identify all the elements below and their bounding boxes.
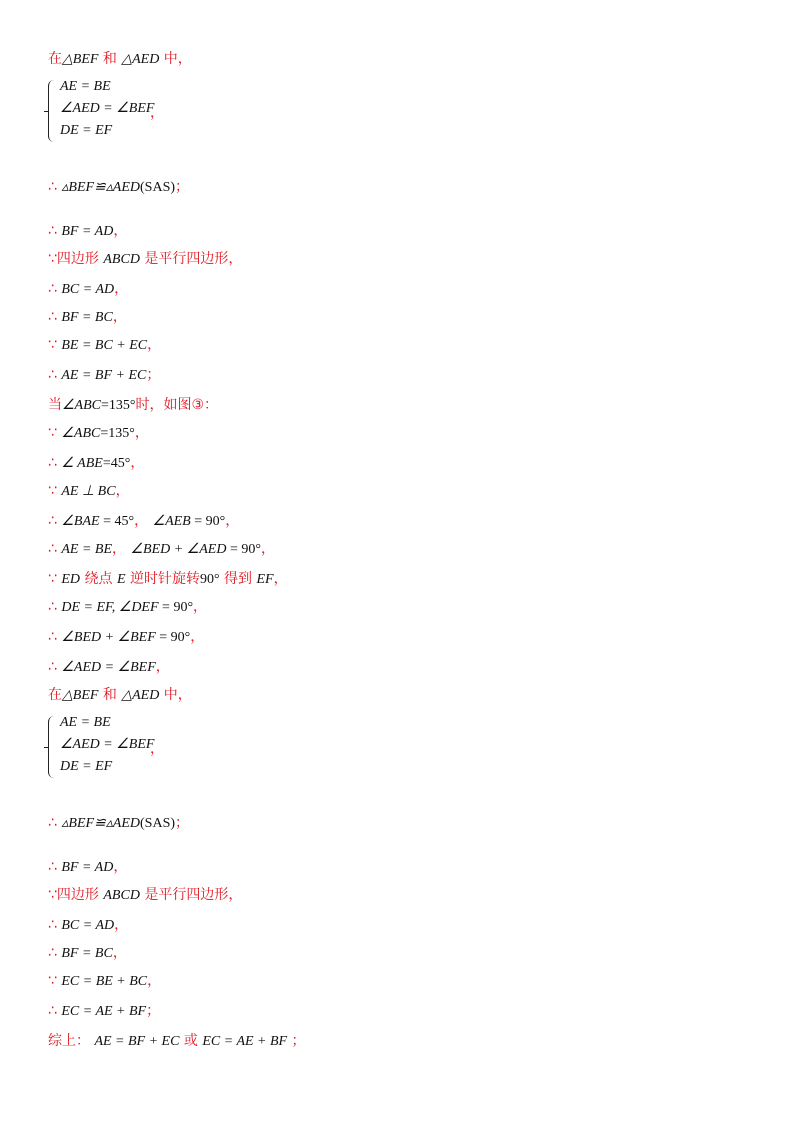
math-expression: BF = BC <box>61 946 113 961</box>
chinese-text: 在 <box>48 51 62 67</box>
logic-symbol: ∴ <box>48 859 62 875</box>
math-expression: BE = BC + EC <box>61 338 148 353</box>
proof-line <box>48 424 149 443</box>
math-expression: △AED <box>121 688 160 703</box>
math-expression: ▵BEF≌▵AED <box>61 180 141 195</box>
proof-line <box>48 540 275 559</box>
math-expression: ∠AED = ∠BEF <box>61 660 156 675</box>
math-expression: 90° <box>199 572 220 587</box>
logic-symbol: ∴ <box>48 223 62 239</box>
logic-symbol: ， <box>225 513 240 529</box>
proof-line <box>48 886 242 905</box>
logic-symbol: ∴ <box>48 599 62 615</box>
chinese-text: 综上： <box>48 1033 95 1049</box>
system-equation: DE = EF <box>60 123 113 138</box>
logic-symbol: ； <box>175 815 190 831</box>
math-expression: △BEF <box>62 52 99 67</box>
logic-symbol: ， <box>147 337 162 353</box>
logic-symbol: ， <box>155 659 170 675</box>
logic-symbol: ， <box>113 223 128 239</box>
logic-symbol: ∴ <box>48 179 62 195</box>
math-expression: AE = BF + EC <box>94 1034 180 1049</box>
proof-line <box>48 222 127 241</box>
system-equation: ∠AED = ∠BEF <box>60 101 155 116</box>
logic-symbol: ； <box>146 1003 161 1019</box>
logic-symbol: ， <box>134 513 153 529</box>
chinese-text: 逆时针旋转 <box>125 571 200 587</box>
math-expression: ∠BED + ∠BEF <box>61 630 156 645</box>
math-expression: ABCD <box>103 252 140 267</box>
math-expression: = 90° <box>226 542 261 557</box>
logic-symbol: ； <box>175 179 190 195</box>
logic-symbol: ∵ <box>48 887 57 903</box>
chinese-text: 四边形 <box>56 251 104 267</box>
proof-line <box>48 570 288 589</box>
proof-line <box>48 598 207 617</box>
math-expression: DE = EF, ∠DEF <box>61 600 159 615</box>
math-expression: = 90° <box>190 514 226 529</box>
proof-line <box>48 944 127 963</box>
math-expression: ∠ABC <box>61 426 101 441</box>
chinese-text: 当 <box>48 397 62 413</box>
logic-symbol: ∴ <box>48 659 62 675</box>
proof-line <box>48 336 161 355</box>
chinese-text: 是平行四边形， <box>139 887 243 903</box>
math-expression: EC = AE + BF <box>61 1004 147 1019</box>
chinese-text: 和 <box>98 687 122 703</box>
proof-line <box>48 972 161 991</box>
logic-symbol: ， <box>114 917 129 933</box>
logic-symbol: ， <box>147 973 162 989</box>
math-expression: = 45° <box>99 514 135 529</box>
logic-symbol: ， <box>130 455 145 471</box>
math-expression: ED <box>61 572 81 587</box>
math-expression: ▵BEF≌▵AED <box>61 816 141 831</box>
logic-symbol: ∴ <box>48 455 62 471</box>
proof-line <box>48 454 144 473</box>
logic-symbol: ； <box>146 367 161 383</box>
math-expression: EC = AE + BF <box>202 1034 288 1049</box>
proof-line <box>48 250 242 269</box>
logic-symbol: ∴ <box>48 629 62 645</box>
logic-symbol: ， <box>112 309 127 325</box>
logic-symbol: ∵ <box>48 337 62 353</box>
math-expression: AE = BE <box>61 542 113 557</box>
proof-line <box>48 280 128 299</box>
logic-symbol: ∴ <box>48 281 62 297</box>
logic-symbol: ∴ <box>48 367 62 383</box>
logic-symbol: ∴ <box>48 513 62 529</box>
math-expression: BF = AD <box>61 860 114 875</box>
math-expression: BC = AD <box>61 918 115 933</box>
math-expression: ∠BAE <box>61 514 100 529</box>
math-expression: (SAS) <box>140 816 176 831</box>
logic-symbol: ∵ <box>48 251 57 267</box>
chinese-text: 或 <box>179 1033 203 1049</box>
chinese-text: 和 <box>98 51 122 67</box>
logic-symbol: ， <box>193 599 208 615</box>
chinese-text: 绕点 <box>80 571 117 587</box>
logic-symbol: ， <box>112 945 127 961</box>
math-expression: BF = BC <box>61 310 113 325</box>
logic-symbol: ∴ <box>48 917 62 933</box>
logic-symbol: ， <box>273 571 288 587</box>
logic-symbol: ∴ <box>48 309 62 325</box>
chinese-text: 是平行四边形， <box>139 251 243 267</box>
equation-brace <box>48 716 59 778</box>
logic-symbol: ∵ <box>48 571 62 587</box>
logic-symbol: ， <box>113 859 128 875</box>
system-equation: AE = BE <box>60 715 111 730</box>
equation-brace <box>48 80 59 142</box>
proof-line <box>48 858 127 877</box>
chinese-text: 中， <box>159 687 192 703</box>
chinese-text: 中， <box>159 51 192 67</box>
logic-symbol: ， <box>115 483 130 499</box>
chinese-text: 四边形 <box>56 887 104 903</box>
math-expression: △BEF <box>62 688 99 703</box>
system-tail-comma: ， <box>150 105 164 121</box>
math-expression: ∠BED + ∠AED <box>130 542 227 557</box>
proof-line <box>48 308 127 327</box>
system-tail-comma: ， <box>150 741 164 757</box>
proof-line <box>48 658 170 677</box>
math-expression: ∠AEB <box>152 514 191 529</box>
system-equation: AE = BE <box>60 79 111 94</box>
math-expression: BF = AD <box>61 224 114 239</box>
math-expression: ∠ABC <box>62 398 101 413</box>
logic-symbol: ∴ <box>48 815 62 831</box>
logic-symbol: ∴ <box>48 1003 62 1019</box>
math-expression: (SAS) <box>140 180 176 195</box>
proof-line <box>48 628 204 647</box>
proof-line <box>48 916 128 935</box>
logic-symbol: ∴ <box>48 541 62 557</box>
system-equation: ∠AED = ∠BEF <box>60 737 155 752</box>
logic-symbol: ， <box>112 541 131 557</box>
math-expression: △AED <box>121 52 160 67</box>
proof-line <box>48 396 218 415</box>
math-expression: ABCD <box>103 888 140 903</box>
logic-symbol: ∴ <box>48 945 62 961</box>
chinese-text: 时，如图③： <box>135 397 219 413</box>
proof-line <box>48 512 239 531</box>
logic-symbol: ∵ <box>48 425 62 441</box>
logic-symbol: ， <box>114 281 129 297</box>
math-expression: =135° <box>101 398 136 413</box>
logic-symbol: ， <box>260 541 275 557</box>
logic-symbol: ； <box>287 1033 306 1049</box>
chinese-text: 在 <box>48 687 62 703</box>
proof-line <box>48 814 189 833</box>
logic-symbol: ， <box>190 629 205 645</box>
logic-symbol: ∵ <box>48 973 62 989</box>
math-expression: AE ⊥ BC <box>61 484 116 499</box>
math-expression: E <box>116 572 126 587</box>
system-equation: DE = EF <box>60 759 113 774</box>
proof-line <box>48 1032 306 1051</box>
math-expression: EF <box>256 572 274 587</box>
logic-symbol: ， <box>134 425 149 441</box>
proof-line <box>48 482 130 501</box>
math-expression: =45° <box>102 456 131 471</box>
proof-line <box>48 50 192 69</box>
proof-line <box>48 366 160 385</box>
proof-line <box>48 686 192 705</box>
math-expression: = 90° <box>158 600 194 615</box>
math-expression: ∠ ABE <box>61 456 103 471</box>
math-expression: AE = BF + EC <box>61 368 147 383</box>
chinese-text: 得到 <box>219 571 257 587</box>
math-expression: BC = AD <box>61 282 115 297</box>
logic-symbol: ∵ <box>48 483 62 499</box>
proof-line <box>48 1002 160 1021</box>
math-expression: EC = BE + BC <box>61 974 148 989</box>
math-expression: = 90° <box>155 630 191 645</box>
math-expression: =135° <box>100 426 135 441</box>
proof-line <box>48 178 189 197</box>
